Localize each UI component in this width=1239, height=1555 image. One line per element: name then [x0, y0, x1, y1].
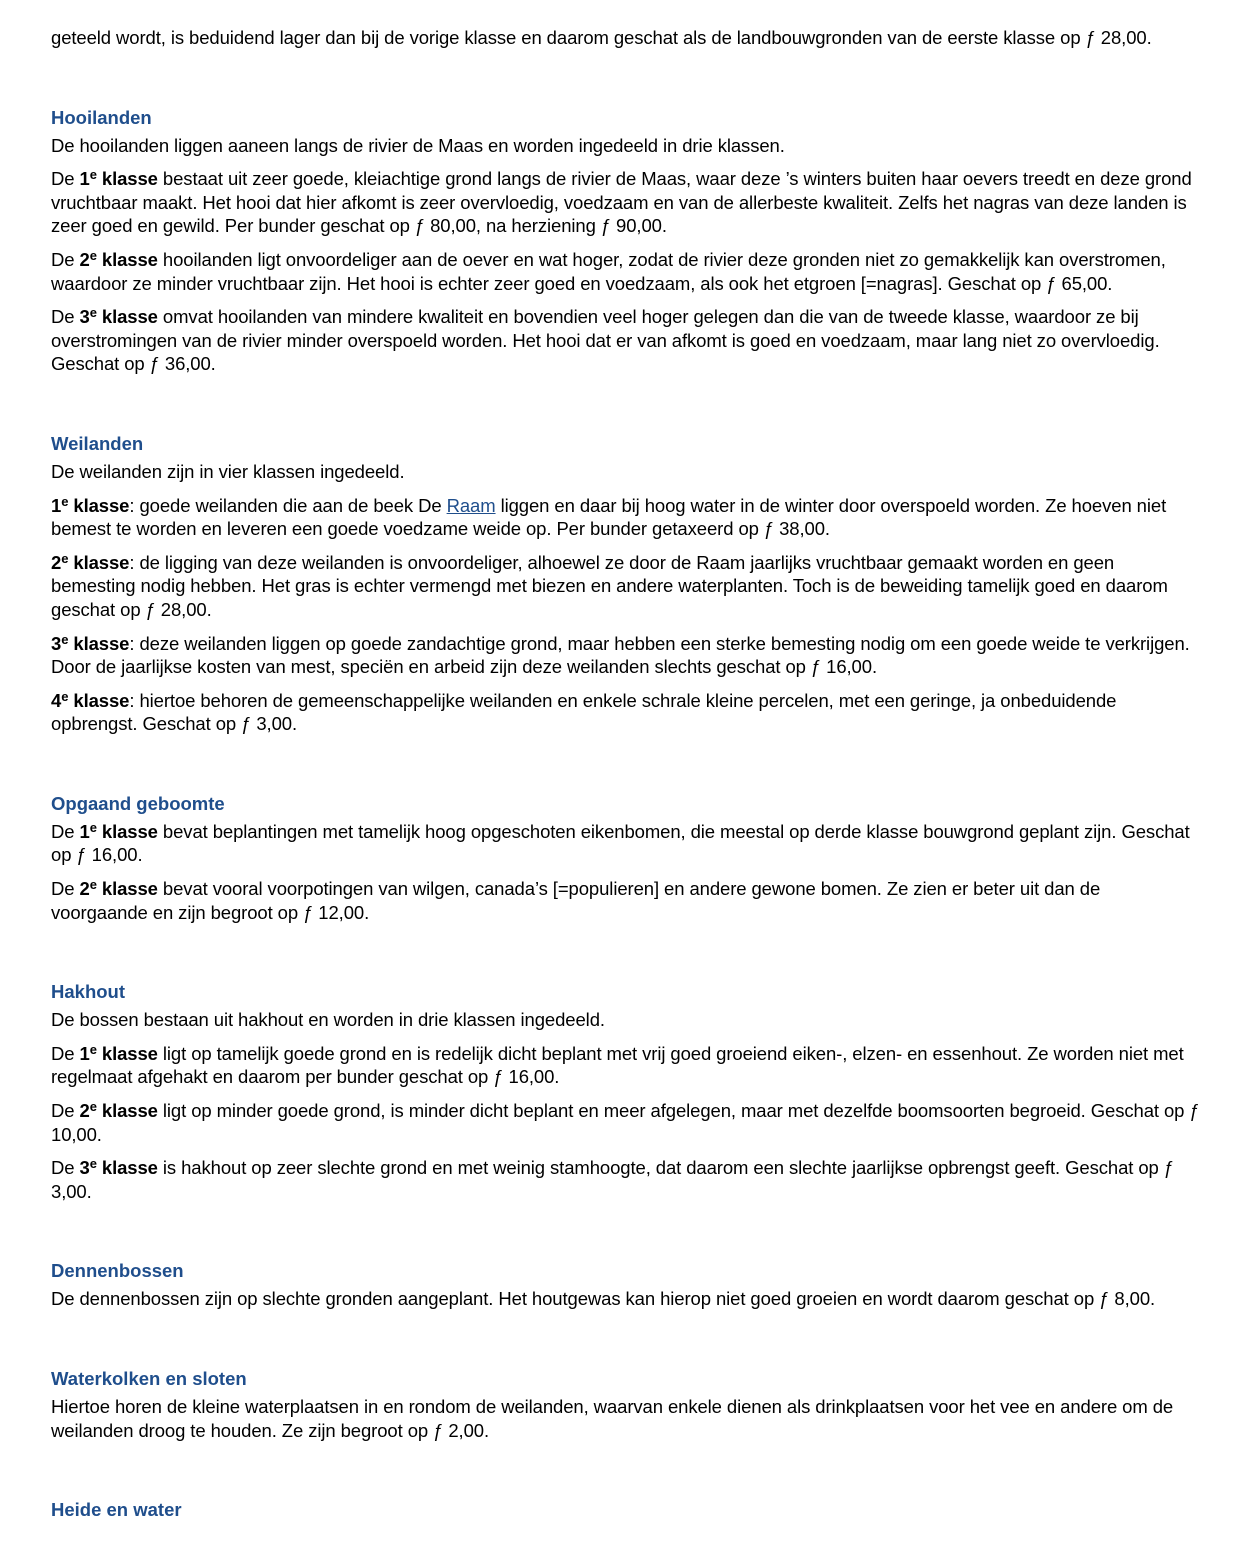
- section-intro: De hooilanden liggen aaneen langs de rivier de Maas en worden ingedeeld in drie klassen.: [51, 134, 785, 156]
- class-paragraph: De 2e klasse hooilanden ligt onvoordeliger aan de oever en wat hoger, zodat de rivier deze gronden niet zo gemakkelijk kan overstromen, waardoor ze minder vruchtbaar zijn. Het hooi is echter zeer goed en voedzaam, als ook het etgroen [=nagras]. Geschat op ƒ 65,00.: [51, 247, 1166, 294]
- section-text: Hiertoe horen de kleine waterplaatsen in en rondom de weilanden, waarvan enkele dienen als drinkplaatsen voor het vee en andere om de weilanden droog te houden. Ze zijn begroot op ƒ 2,00.: [51, 1396, 1174, 1441]
- section-hakhout: [51, 980, 1201, 1203]
- class-paragraph: De 3e klasse is hakhout op zeer slechte grond en met weinig stamhoogte, dat daarom een slechte jaarlijkse opbrengst geeft. Geschat op ƒ 3,00.: [51, 1156, 1174, 1202]
- section-heading: Dennenbossen: [51, 1260, 184, 1282]
- class-paragraph: 1e klasse: goede weilanden die aan de beek De Raam liggen en daar bij hoog water in de winter door overspoeld worden. Ze hoeven niet bemest te worden en leveren een goede voedzame weide op. Per bunder getaxeerd op ƒ 38,00.: [51, 493, 1167, 540]
- section-heading: Opgaand geboomte: [51, 792, 225, 814]
- section-hooilanden: [51, 106, 1201, 376]
- section-intro: De bossen bestaan uit hakhout en worden in drie klassen ingedeeld.: [51, 1009, 605, 1031]
- class-paragraph: 2e klasse: de ligging van deze weilanden is onvoordeliger, alhoewel ze door de Raam jaarlijks vruchtbaar gemaakt worden en geen bemesting nodig hebben. Het gras is echter vermengd met biezen en andere waterplanten. Toch is de beweiding tamelijk goed en daarom geschat op ƒ 28,00.: [51, 550, 1168, 620]
- section-waterkolken: [51, 1367, 1201, 1442]
- section-heading: Hooilanden: [51, 106, 152, 128]
- class-paragraph: 4e klasse: hiertoe behoren de gemeenschappelijke weilanden en enkele schrale kleine percelen, met een geringe, ja onbeduidende opbrengst. Geschat op ƒ 3,00.: [51, 688, 1117, 735]
- section-heading: Heide en water: [51, 1499, 182, 1521]
- section-opgaand-geboomte: [51, 792, 1201, 924]
- section-weilanden: [51, 432, 1201, 736]
- section-intro: De weilanden zijn in vier klassen ingedeeld.: [51, 460, 405, 482]
- section-heading: Waterkolken en sloten: [51, 1368, 247, 1389]
- section-text: De dennenbossen zijn op slechte gronden aangeplant. Het houtgewas kan hierop niet goed groeien en wordt daarom geschat op ƒ 8,00.: [51, 1288, 1156, 1310]
- class-paragraph: De 1e klasse bevat beplantingen met tamelijk hoog opgeschoten eikenbomen, die meestal op derde klasse bouwgrond geplant zijn. Geschat op ƒ 16,00.: [51, 819, 1190, 866]
- section-heading: Weilanden: [51, 432, 144, 454]
- section-dennenbossen: [51, 1259, 1201, 1311]
- section-heading: Hakhout: [51, 981, 125, 1003]
- class-paragraph: De 2e klasse ligt op minder goede grond, is minder dicht beplant en meer afgelegen, maar met dezelfde boomsoorten begroeid. Geschat op ƒ 10,00.: [51, 1099, 1200, 1145]
- section-heide: [51, 1498, 1201, 1522]
- class-paragraph: De 1e klasse bestaat uit zeer goede, kleiachtige grond langs de rivier de Maas, waar deze ’s winters buiten haar oevers treedt en deze grond vruchtbaar maakt. Het hooi dat hier afkomt is zeer overvloedig, voedzaam en van de allerbeste kwaliteit. Zelfs het nagras van deze landen is zeer goed en gewild. Per bunder geschat op ƒ 80,00, na herziening ƒ 90,00.: [51, 167, 1192, 237]
- document-page: [51, 26, 1201, 1526]
- class-paragraph: De 1e klasse ligt op tamelijk goede grond en is redelijk dicht beplant met vrij goed groeiend eiken-, elzen- en essenhout. Ze worden niet met regelmaat afgehakt en daarom per bunder geschat op ƒ 16,00.: [51, 1041, 1184, 1088]
- class-paragraph: 3e klasse: deze weilanden liggen op goede zandachtige grond, maar hebben een sterke bemesting nodig om een goede weide te verkrijgen. Door de jaarlijkse kosten van mest, speciën en arbeid zijn deze weilanden slechts geschat op ƒ 16,00.: [51, 631, 1190, 678]
- intro-paragraph: geteeld wordt, is beduidend lager dan bij de vorige klasse en daarom geschat als de landbouwgronden van de eerste klasse op ƒ 28,00.: [51, 27, 1152, 48]
- class-paragraph: De 3e klasse omvat hooilanden van mindere kwaliteit en bovendien veel hoger gelegen dan die van de tweede klasse, waardoor ze bij overstromingen van de rivier minder overspoeld worden. Het hooi dat er van afkomt is goed en voedzaam, maar lang niet zo overvloedig. Geschat op ƒ 36,00.: [51, 305, 1160, 375]
- raam-link[interactable]: Raam: [446, 494, 496, 516]
- class-paragraph: De 2e klasse bevat vooral voorpotingen van wilgen, canada’s [=populieren] en andere gewone bomen. Ze zien er beter uit dan de voorgaande en zijn begroot op ƒ 12,00.: [51, 877, 1101, 923]
